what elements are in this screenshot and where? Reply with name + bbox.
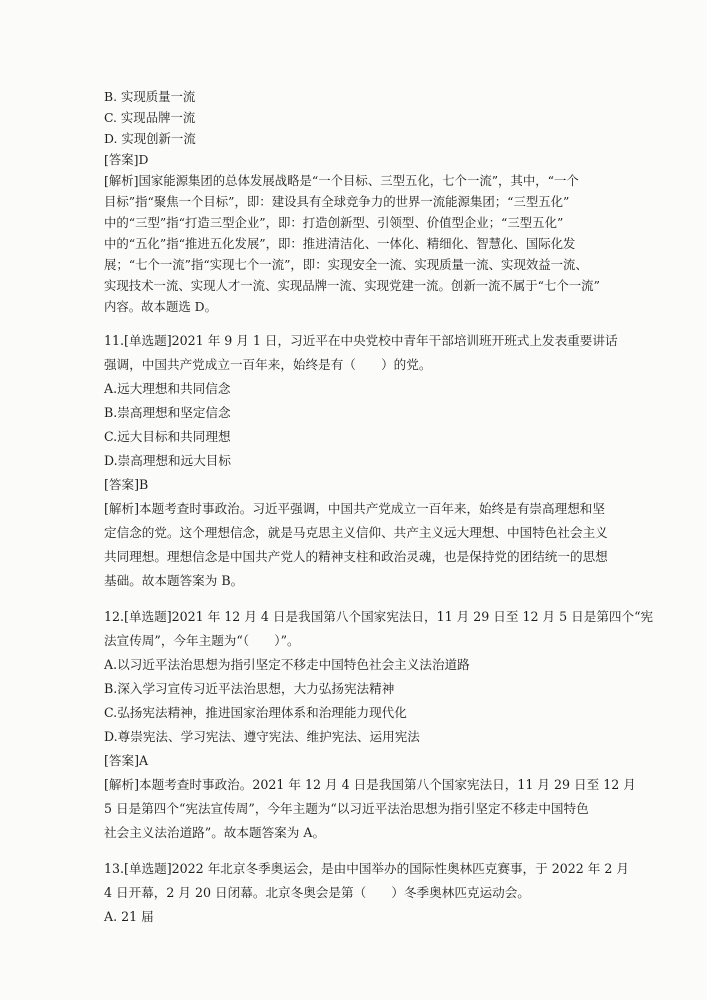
analysis-line: 基础。故本题答案为 B。 [104,573,244,588]
option-c: C. 实现品牌一流 [104,110,196,125]
answer-label: [答案]D [104,152,149,167]
option-c: C.远大目标和共同理想 [104,429,231,444]
analysis-line: 中的“三型”指“打造三型企业”，即：打造创新型、引领型、价值型企业；“三型五化” [104,215,564,230]
question-11-cont: 强调，中国共产党成立一百年来，始终是有（ ）的党。 [104,357,432,372]
analysis-line: 共同理想。理想信念是中国共产党人的精神支柱和政治灵魂，也是保持党的团结统一的思想 [104,549,608,564]
question-12-cont: 法宣传周”，今年主题为“（ ）”。 [104,633,300,648]
question-12: 12.[单选题]2021 年 12 月 4 日是我国第八个国家宪法日，11 月 29 日至 12 月 5 日是第四个“宪 [104,609,654,624]
option-b: B.崇高理想和坚定信念 [104,405,231,420]
option-b: B.深入学习宣传习近平法治思想，大力弘扬宪法精神 [104,681,395,696]
analysis-line: [解析]本题考查时事政治。习近平强调，中国共产党成立一百年来，始终是有崇高理想和坚 [104,501,605,516]
analysis-line: 5 日是第四个“宪法宣传周”，今年主题为“以习近平法治思想为指引坚定不移走中国特色 [104,801,589,816]
analysis-line: 社会主义法治道路”。故本题答案为 A。 [104,825,326,840]
analysis-line: 展；“七个一流”指“实现七个一流”，即：实现安全一流、实现质量一流、实现效益一流、 [104,257,588,272]
option-c: C.弘扬宪法精神，推进国家治理体系和治理能力现代化 [104,705,407,720]
option-d: D. 实现创新一流 [104,131,196,146]
answer-label: [答案]B [104,477,149,492]
option-b: B. 实现质量一流 [104,89,196,104]
analysis-line: 定信念的党。这个理想信念，就是马克思主义信仰、共产主义远大理想、中国特色社会主义 [104,525,608,540]
option-d: D.崇高理想和远大目标 [104,453,231,468]
option-d: D.尊崇宪法、学习宪法、遵守宪法、维护宪法、运用宪法 [104,729,420,744]
analysis-line: [解析]本题考查时事政治。2021 年 12 月 4 日是我国第八个国家宪法日，11 月 29 日至 12 月 [104,777,636,792]
option-a: A.以习近平法治思想为指引坚定不移走中国特色社会主义法治道路 [104,657,470,672]
analysis-line: 实现技术一流、实现人才一流、实现品牌一流、实现党建一流。创新一流不属于“七个一流” [104,278,600,293]
option-a: A.远大理想和共同信念 [104,381,231,396]
analysis-line: 中的“五化”指“推进五化发展”，即：推进清洁化、一体化、精细化、智慧化、国际化发 [104,236,576,251]
analysis-line: [解析]国家能源集团的总体发展战略是“一个目标、三型五化，七个一流”，其中，“一个 [104,173,579,188]
answer-label: [答案]A [104,753,149,768]
analysis-line: 内容。故本题选 D。 [104,299,217,314]
option-a: A. 21 届 [104,909,154,924]
question-13-cont: 4 日开幕，2 月 20 日闭幕。北京冬奥会是第（ ）冬季奥林匹克运动会。 [104,885,530,900]
question-13: 13.[单选题]2022 年北京冬季奥运会，是由中国举办的国际性奥林匹克赛事，于 2022 年 2 月 [104,861,629,876]
question-11: 11.[单选题]2021 年 9 月 1 日，习近平在中央党校中青年干部培训班开班式上发表重要讲话 [104,333,618,348]
analysis-line: 目标”指“聚焦一个目标”，即：建设具有全球竞争力的世界一流能源集团；“三型五化” [104,194,570,209]
